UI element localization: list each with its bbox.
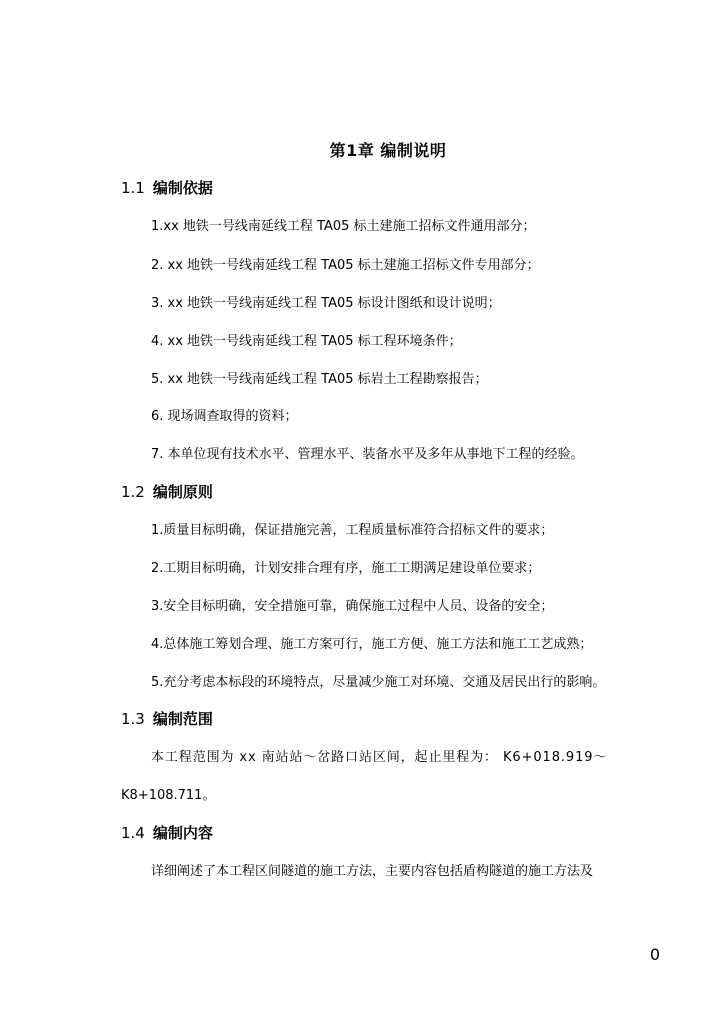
list-item: 3.安全目标明确，安全措施可靠，确保施工过程中人员、设备的安全； [151, 599, 554, 614]
section-heading-1-2 [121, 481, 213, 502]
list-item: 7. 本单位现有技术水平、管理水平、装备水平及多年从事地下工程的经验。 [151, 447, 584, 462]
section-heading-1-3 [121, 708, 213, 729]
section-heading-1-1 [121, 177, 213, 198]
section-heading-1-4 [121, 822, 213, 843]
section-number: 1.2 [121, 483, 145, 501]
list-item: 6. 现场调查取得的资料； [151, 409, 298, 424]
page-number: 0 [649, 945, 660, 964]
list-item: 5. xx 地铁一号线南延线工程 TA05 标岩土工程勘察报告； [151, 372, 488, 387]
list-item: 2. xx 地铁一号线南延线工程 TA05 标土建施工招标文件专用部分； [151, 258, 540, 273]
paragraph-line: 详细阐述了本工程区间隧道的施工方法，主要内容包括盾构隧道的施工方法及 [151, 864, 594, 879]
list-item: 4. xx 地铁一号线南延线工程 TA05 标工程环境条件； [151, 334, 462, 349]
list-item: 5.充分考虑本标段的环境特点，尽量减少施工对环境、交通及居民出行的影响。 [151, 675, 606, 690]
list-item: 3. xx 地铁一号线南延线工程 TA05 标设计图纸和设计说明； [151, 296, 501, 311]
list-item: 1.xx 地铁一号线南延线工程 TA05 标土建施工招标文件通用部分； [151, 219, 536, 234]
paragraph-line: 本工程范围为 xx 南站站～岔路口站区间，起止里程为： K6+018.919～ [151, 750, 608, 765]
list-item: 1.质量目标明确，保证措施完善，工程质量标准符合招标文件的要求； [151, 523, 554, 538]
list-item: 2.工期目标明确，计划安排合理有序，施工工期满足建设单位要求； [151, 561, 541, 576]
section-title: 编制内容 [152, 824, 213, 842]
section-title: 编制范围 [152, 710, 213, 728]
section-title: 编制依据 [152, 179, 213, 197]
section-number: 1.4 [121, 824, 145, 842]
section-number: 1.3 [121, 710, 145, 728]
chapter-title: 第1章 编制说明 [329, 141, 447, 160]
section-title: 编制原则 [152, 483, 213, 501]
paragraph-line: K8+108.711。 [121, 788, 216, 803]
list-item: 4.总体施工筹划合理、施工方案可行，施工方便、施工方法和施工工艺成熟； [151, 637, 593, 652]
section-number: 1.1 [121, 179, 145, 197]
